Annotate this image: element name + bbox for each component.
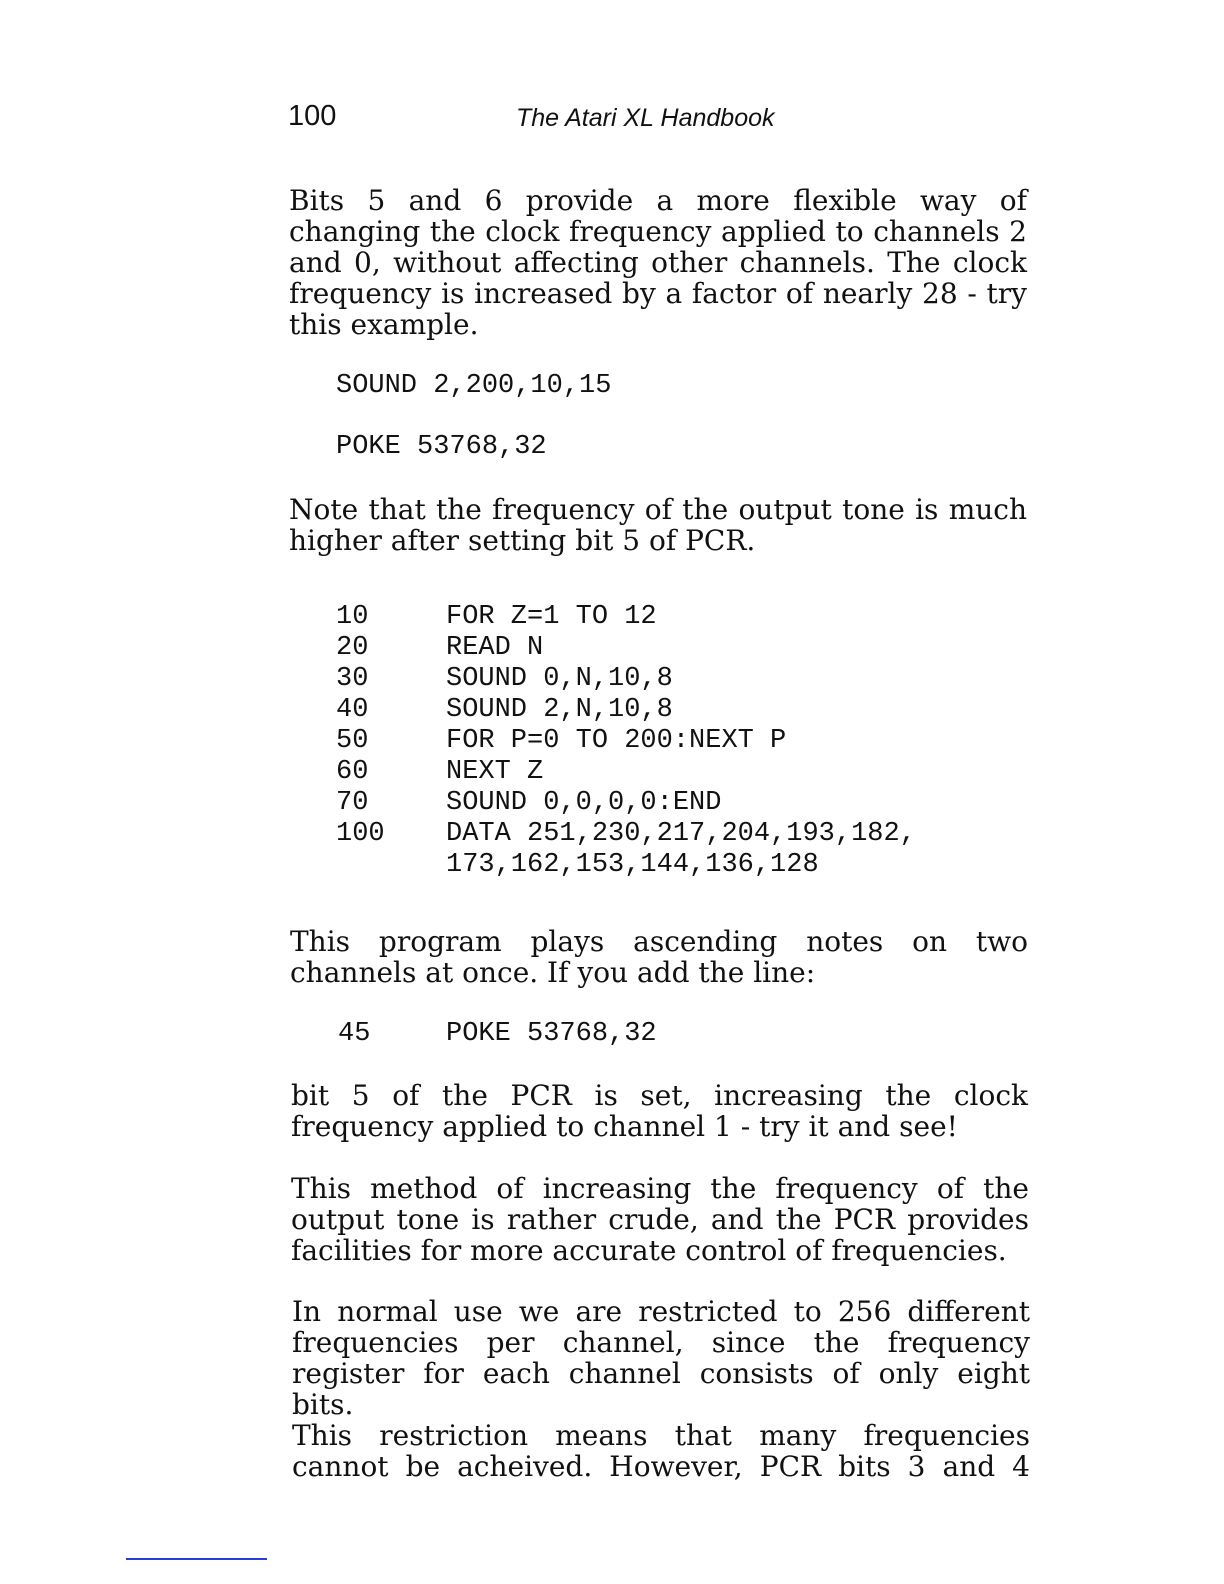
line-number: 40 — [336, 695, 369, 725]
code-insert-line — [338, 1019, 1038, 1050]
line-code: SOUND 0,N,10,8 — [446, 664, 673, 694]
text-line: facilities for more accurate control of frequencies. — [291, 1234, 1007, 1267]
paragraph-program-description — [290, 926, 1028, 988]
footer-rule — [126, 1558, 267, 1560]
text-line: Bits 5 and 6 provide a more flexible way of — [289, 184, 1027, 217]
line-code: SOUND 0,0,0,0:END — [446, 788, 722, 818]
text-line: In normal use we are restricted to 256 different — [292, 1295, 1030, 1328]
text-line: This method of increasing the frequency of the — [291, 1172, 1029, 1205]
listing-row — [336, 602, 1036, 633]
program-listing — [336, 602, 1036, 881]
paragraph-bit5-effect — [291, 1080, 1028, 1142]
text-line: register for each channel consists of only eight bits. — [292, 1357, 1030, 1421]
line-number: 10 — [336, 602, 369, 632]
running-title: The Atari XL Handbook — [516, 104, 775, 132]
text-line: cannot be acheived. However, PCR bits 3 and 4 — [292, 1450, 1030, 1483]
text-line: bit 5 of the PCR is set, increasing the clock — [291, 1079, 1028, 1112]
listing-row — [336, 726, 1036, 757]
line-number: 100 — [336, 819, 385, 849]
line-number: 60 — [336, 757, 369, 787]
line-number: 45 — [338, 1019, 371, 1049]
page-number: 100 — [288, 100, 337, 132]
code-sound-command: SOUND 2,200,10,15 — [336, 371, 612, 401]
line-code: FOR P=0 TO 200:NEXT P — [446, 726, 787, 756]
text-line: and 0, without affecting other channels. The clock — [289, 246, 1027, 279]
line-code: SOUND 2,N,10,8 — [446, 695, 673, 725]
listing-row — [336, 819, 1036, 850]
listing-row — [336, 788, 1036, 819]
text-line: output tone is rather crude, and the PCR provides — [291, 1203, 1029, 1236]
text-line: frequency applied to channel 1 - try it and see! — [291, 1110, 958, 1143]
line-number: 30 — [336, 664, 369, 694]
listing-row — [336, 664, 1036, 695]
text-line: frequency is increased by a factor of nearly 28 - try — [289, 277, 1027, 310]
line-number: 20 — [336, 633, 369, 663]
listing-row — [336, 695, 1036, 726]
listing-row — [336, 757, 1036, 788]
listing-row — [336, 850, 1036, 881]
text-line: Note that the frequency of the output tone is much — [289, 493, 1027, 526]
text-line: This restriction means that many frequencies — [292, 1419, 1030, 1452]
paragraph-method-crude — [291, 1173, 1029, 1266]
paragraph-frequency-restriction — [292, 1296, 1030, 1482]
listing-row — [336, 633, 1036, 664]
text-line: frequencies per channel, since the frequency — [292, 1326, 1030, 1359]
page-header — [288, 98, 808, 138]
text-line: higher after setting bit 5 of PCR. — [289, 524, 756, 557]
line-code: NEXT Z — [446, 757, 544, 787]
code-poke-command: POKE 53768,32 — [336, 432, 547, 462]
line-code: DATA 251,230,217,204,193,182, — [446, 819, 916, 849]
line-number: 70 — [336, 788, 369, 818]
line-code: READ N — [446, 633, 544, 663]
paragraph-note-frequency — [289, 494, 1027, 556]
text-line: changing the clock frequency applied to channels 2 — [289, 215, 1027, 248]
text-line: This program plays ascending notes on two — [290, 925, 1028, 958]
line-number: 50 — [336, 726, 369, 756]
text-line: channels at once. If you add the line: — [290, 956, 816, 989]
line-code: 173,162,153,144,136,128 — [446, 850, 819, 880]
text-line: this example. — [289, 308, 479, 341]
line-code: FOR Z=1 TO 12 — [446, 602, 657, 632]
line-code: POKE 53768,32 — [446, 1019, 657, 1049]
paragraph-clock-bits — [289, 185, 1027, 340]
